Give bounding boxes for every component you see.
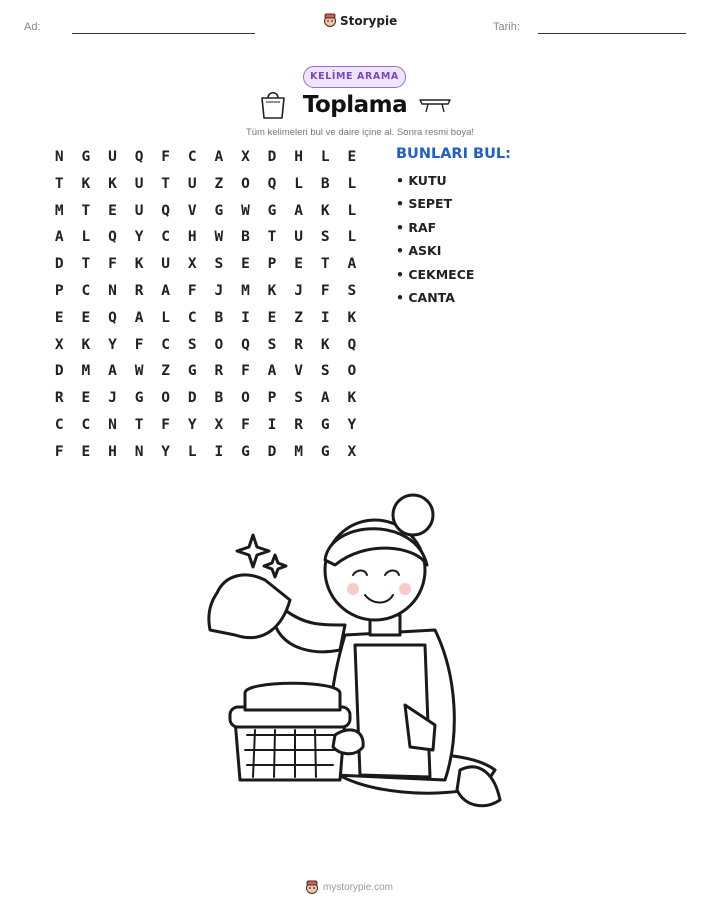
grid-letter[interactable]: T: [54, 175, 64, 192]
grid-letter[interactable]: D: [267, 149, 277, 165]
grid-letter[interactable]: Z: [294, 309, 303, 326]
storypie-mascot-icon: [323, 13, 337, 28]
grid-letter[interactable]: L: [81, 229, 91, 246]
grid-letter[interactable]: T: [134, 416, 144, 433]
grid-letter[interactable]: C: [81, 282, 91, 299]
grid-letter[interactable]: S: [267, 336, 277, 353]
grid-letter[interactable]: C: [81, 416, 91, 433]
grid-letter[interactable]: E: [347, 149, 357, 165]
grid-letter[interactable]: D: [54, 256, 64, 273]
grid-letter[interactable]: E: [81, 309, 91, 326]
grid-letter[interactable]: X: [347, 443, 357, 460]
grid-letter[interactable]: C: [161, 229, 171, 246]
grid-row: [46, 336, 365, 363]
grid-letter[interactable]: L: [294, 175, 303, 192]
grid-letter[interactable]: Q: [108, 309, 117, 326]
grid-letter[interactable]: Q: [347, 336, 357, 353]
grid-letter[interactable]: G: [134, 390, 144, 407]
grid-letter[interactable]: T: [81, 202, 91, 219]
grid-letter[interactable]: J: [108, 390, 117, 407]
grid-letter[interactable]: B: [214, 390, 224, 407]
grid-letter[interactable]: K: [134, 256, 144, 273]
grid-letter[interactable]: A: [134, 309, 144, 326]
grid-letter[interactable]: J: [294, 282, 303, 299]
grid-row: [46, 202, 365, 229]
grid-letter[interactable]: N: [54, 149, 64, 165]
grid-letter[interactable]: O: [347, 363, 357, 380]
grid-letter[interactable]: U: [134, 175, 144, 192]
grid-letter[interactable]: F: [161, 149, 171, 165]
grid-letter[interactable]: Q: [134, 149, 144, 165]
grid-letter[interactable]: Q: [161, 202, 171, 219]
grid-letter[interactable]: K: [81, 175, 91, 192]
grid-letter[interactable]: I: [241, 309, 250, 326]
grid-letter[interactable]: F: [161, 416, 171, 433]
grid-row: [46, 175, 365, 202]
grid-letter[interactable]: F: [241, 416, 250, 433]
grid-letter[interactable]: P: [267, 390, 277, 407]
grid-letter[interactable]: L: [347, 202, 357, 219]
grid-letter[interactable]: O: [214, 336, 224, 353]
grid-letter[interactable]: N: [134, 443, 144, 460]
grid-letter[interactable]: C: [187, 309, 197, 326]
grid-letter[interactable]: Y: [108, 336, 117, 353]
grid-letter[interactable]: T: [161, 175, 171, 192]
grid-letter[interactable]: F: [187, 282, 197, 299]
grid-letter[interactable]: S: [320, 229, 330, 246]
grid-letter[interactable]: P: [54, 282, 64, 299]
shelf-icon: [418, 96, 452, 114]
grid-letter[interactable]: K: [320, 202, 330, 219]
grid-letter[interactable]: O: [241, 390, 250, 407]
grid-row: [46, 255, 365, 282]
footer-url: mystorypie.com: [323, 882, 394, 893]
grid-letter[interactable]: R: [294, 336, 303, 353]
grid-letter[interactable]: A: [161, 282, 171, 299]
grid-letter[interactable]: X: [241, 149, 250, 165]
word-list-item: • CANTA: [396, 289, 455, 305]
grid-letter[interactable]: F: [241, 363, 250, 380]
grid-letter[interactable]: Y: [347, 416, 357, 433]
grid-letter[interactable]: N: [108, 282, 117, 299]
footer: [305, 880, 393, 895]
grid-letter[interactable]: E: [241, 256, 250, 273]
grid-letter[interactable]: B: [241, 229, 250, 246]
grid-letter[interactable]: T: [81, 256, 91, 273]
word-search-grid: [46, 148, 365, 470]
grid-letter[interactable]: S: [214, 256, 224, 273]
grid-letter[interactable]: W: [134, 363, 144, 380]
grid-row: [46, 416, 365, 443]
grid-row: [46, 309, 365, 336]
grid-letter[interactable]: A: [347, 256, 357, 273]
name-label: Ad:: [24, 21, 41, 33]
category-badge: KELİME ARAMA: [303, 66, 406, 88]
grid-letter[interactable]: A: [320, 390, 330, 407]
grid-letter[interactable]: X: [187, 256, 197, 273]
grid-row: [46, 148, 365, 175]
grid-letter[interactable]: Y: [134, 229, 144, 246]
grid-letter[interactable]: I: [214, 443, 224, 460]
shopping-bag-icon: [258, 88, 288, 120]
storypie-mascot-icon: [305, 880, 319, 895]
grid-letter[interactable]: V: [187, 202, 197, 219]
grid-letter[interactable]: M: [81, 363, 91, 380]
grid-letter[interactable]: T: [267, 229, 277, 246]
grid-letter[interactable]: G: [320, 416, 330, 433]
grid-letter[interactable]: K: [347, 309, 357, 326]
grid-letter[interactable]: C: [161, 336, 171, 353]
grid-letter[interactable]: C: [187, 149, 197, 165]
woman-tidying-illustration: [195, 485, 515, 820]
grid-letter[interactable]: I: [267, 416, 277, 433]
grid-letter[interactable]: H: [294, 149, 303, 165]
grid-letter[interactable]: M: [54, 202, 64, 219]
grid-letter[interactable]: O: [241, 175, 250, 192]
instructions: Tüm kelimeleri bul ve daire içine al. Sonra resmi boya!: [245, 127, 475, 138]
grid-letter[interactable]: R: [214, 363, 224, 380]
grid-letter[interactable]: V: [294, 363, 303, 380]
grid-letter[interactable]: E: [267, 309, 277, 326]
grid-letter[interactable]: A: [294, 202, 303, 219]
grid-letter[interactable]: S: [187, 336, 197, 353]
grid-letter[interactable]: F: [320, 282, 330, 299]
grid-letter[interactable]: P: [267, 256, 277, 273]
brand-name: Storypie: [340, 13, 398, 28]
grid-letter[interactable]: Z: [214, 175, 224, 192]
grid-letter[interactable]: H: [187, 229, 197, 246]
grid-letter[interactable]: J: [214, 282, 224, 299]
grid-letter[interactable]: I: [320, 309, 330, 326]
grid-row: [46, 443, 365, 470]
grid-letter[interactable]: L: [347, 229, 357, 246]
grid-letter[interactable]: R: [54, 390, 64, 407]
grid-letter[interactable]: U: [187, 175, 197, 192]
grid-letter[interactable]: A: [108, 363, 117, 380]
grid-letter[interactable]: G: [214, 202, 224, 219]
grid-letter[interactable]: W: [241, 202, 250, 219]
word-list-item: • CEKMECE: [396, 266, 475, 282]
grid-letter[interactable]: X: [214, 416, 224, 433]
grid-letter[interactable]: U: [134, 202, 144, 219]
grid-letter[interactable]: G: [241, 443, 250, 460]
grid-letter[interactable]: E: [294, 256, 303, 273]
grid-letter[interactable]: O: [161, 390, 171, 407]
brand-logo: [323, 13, 397, 28]
grid-letter[interactable]: F: [134, 336, 144, 353]
grid-letter[interactable]: R: [134, 282, 144, 299]
word-list-item: • SEPET: [396, 196, 453, 212]
grid-letter[interactable]: F: [54, 443, 64, 460]
grid-letter[interactable]: Y: [161, 443, 171, 460]
grid-letter[interactable]: S: [294, 390, 303, 407]
grid-letter[interactable]: A: [54, 229, 64, 246]
grid-letter[interactable]: L: [347, 175, 357, 192]
grid-letter[interactable]: E: [81, 443, 91, 460]
grid-letter[interactable]: D: [54, 363, 64, 380]
grid-letter[interactable]: L: [187, 443, 197, 460]
grid-letter[interactable]: N: [108, 416, 117, 433]
word-list-item: • RAF: [396, 219, 437, 235]
word-list-item: • ASKI: [396, 243, 442, 259]
grid-letter[interactable]: K: [320, 336, 330, 353]
grid-letter[interactable]: M: [241, 282, 250, 299]
grid-row: [46, 362, 365, 389]
grid-letter[interactable]: L: [161, 309, 171, 326]
grid-letter[interactable]: E: [108, 202, 117, 219]
grid-row: [46, 228, 365, 255]
word-list-title: BUNLARI BUL:: [396, 146, 511, 162]
grid-row: [46, 389, 365, 416]
grid-letter[interactable]: B: [214, 309, 224, 326]
grid-letter[interactable]: H: [108, 443, 117, 460]
grid-letter[interactable]: T: [320, 256, 330, 273]
grid-letter[interactable]: K: [267, 282, 277, 299]
grid-letter[interactable]: E: [81, 390, 91, 407]
grid-letter[interactable]: S: [347, 282, 357, 299]
page-title: Toplama: [302, 92, 408, 118]
word-list: [396, 172, 474, 312]
grid-letter[interactable]: K: [81, 336, 91, 353]
grid-letter[interactable]: M: [294, 443, 303, 460]
grid-row: [46, 282, 365, 309]
grid-letter[interactable]: A: [267, 363, 277, 380]
grid-letter[interactable]: U: [294, 229, 303, 246]
grid-letter[interactable]: L: [320, 149, 330, 165]
grid-letter[interactable]: Q: [267, 175, 277, 192]
date-line: [538, 33, 686, 34]
grid-letter[interactable]: D: [267, 443, 277, 460]
grid-letter[interactable]: E: [54, 309, 64, 326]
grid-letter[interactable]: S: [320, 363, 330, 380]
grid-letter[interactable]: C: [54, 416, 64, 433]
grid-letter[interactable]: G: [320, 443, 330, 460]
grid-letter[interactable]: F: [108, 256, 117, 273]
grid-letter[interactable]: Z: [161, 363, 171, 380]
grid-letter[interactable]: W: [214, 229, 224, 246]
grid-letter[interactable]: G: [267, 202, 277, 219]
grid-letter[interactable]: G: [81, 149, 91, 165]
word-list-item: • KUTU: [396, 173, 447, 188]
grid-letter[interactable]: Y: [187, 416, 197, 433]
grid-letter[interactable]: R: [294, 416, 303, 433]
grid-letter[interactable]: K: [108, 175, 117, 192]
grid-letter[interactable]: G: [187, 363, 197, 380]
date-label: Tarih:: [493, 21, 520, 33]
grid-letter[interactable]: B: [320, 175, 330, 192]
grid-letter[interactable]: U: [108, 149, 117, 165]
name-line: [72, 33, 255, 34]
grid-letter[interactable]: K: [347, 390, 357, 407]
grid-letter[interactable]: X: [54, 336, 64, 353]
grid-letter[interactable]: Q: [241, 336, 250, 353]
grid-letter[interactable]: A: [214, 149, 224, 165]
grid-letter[interactable]: Q: [108, 229, 117, 246]
grid-letter[interactable]: D: [187, 390, 197, 407]
grid-letter[interactable]: U: [161, 256, 171, 273]
